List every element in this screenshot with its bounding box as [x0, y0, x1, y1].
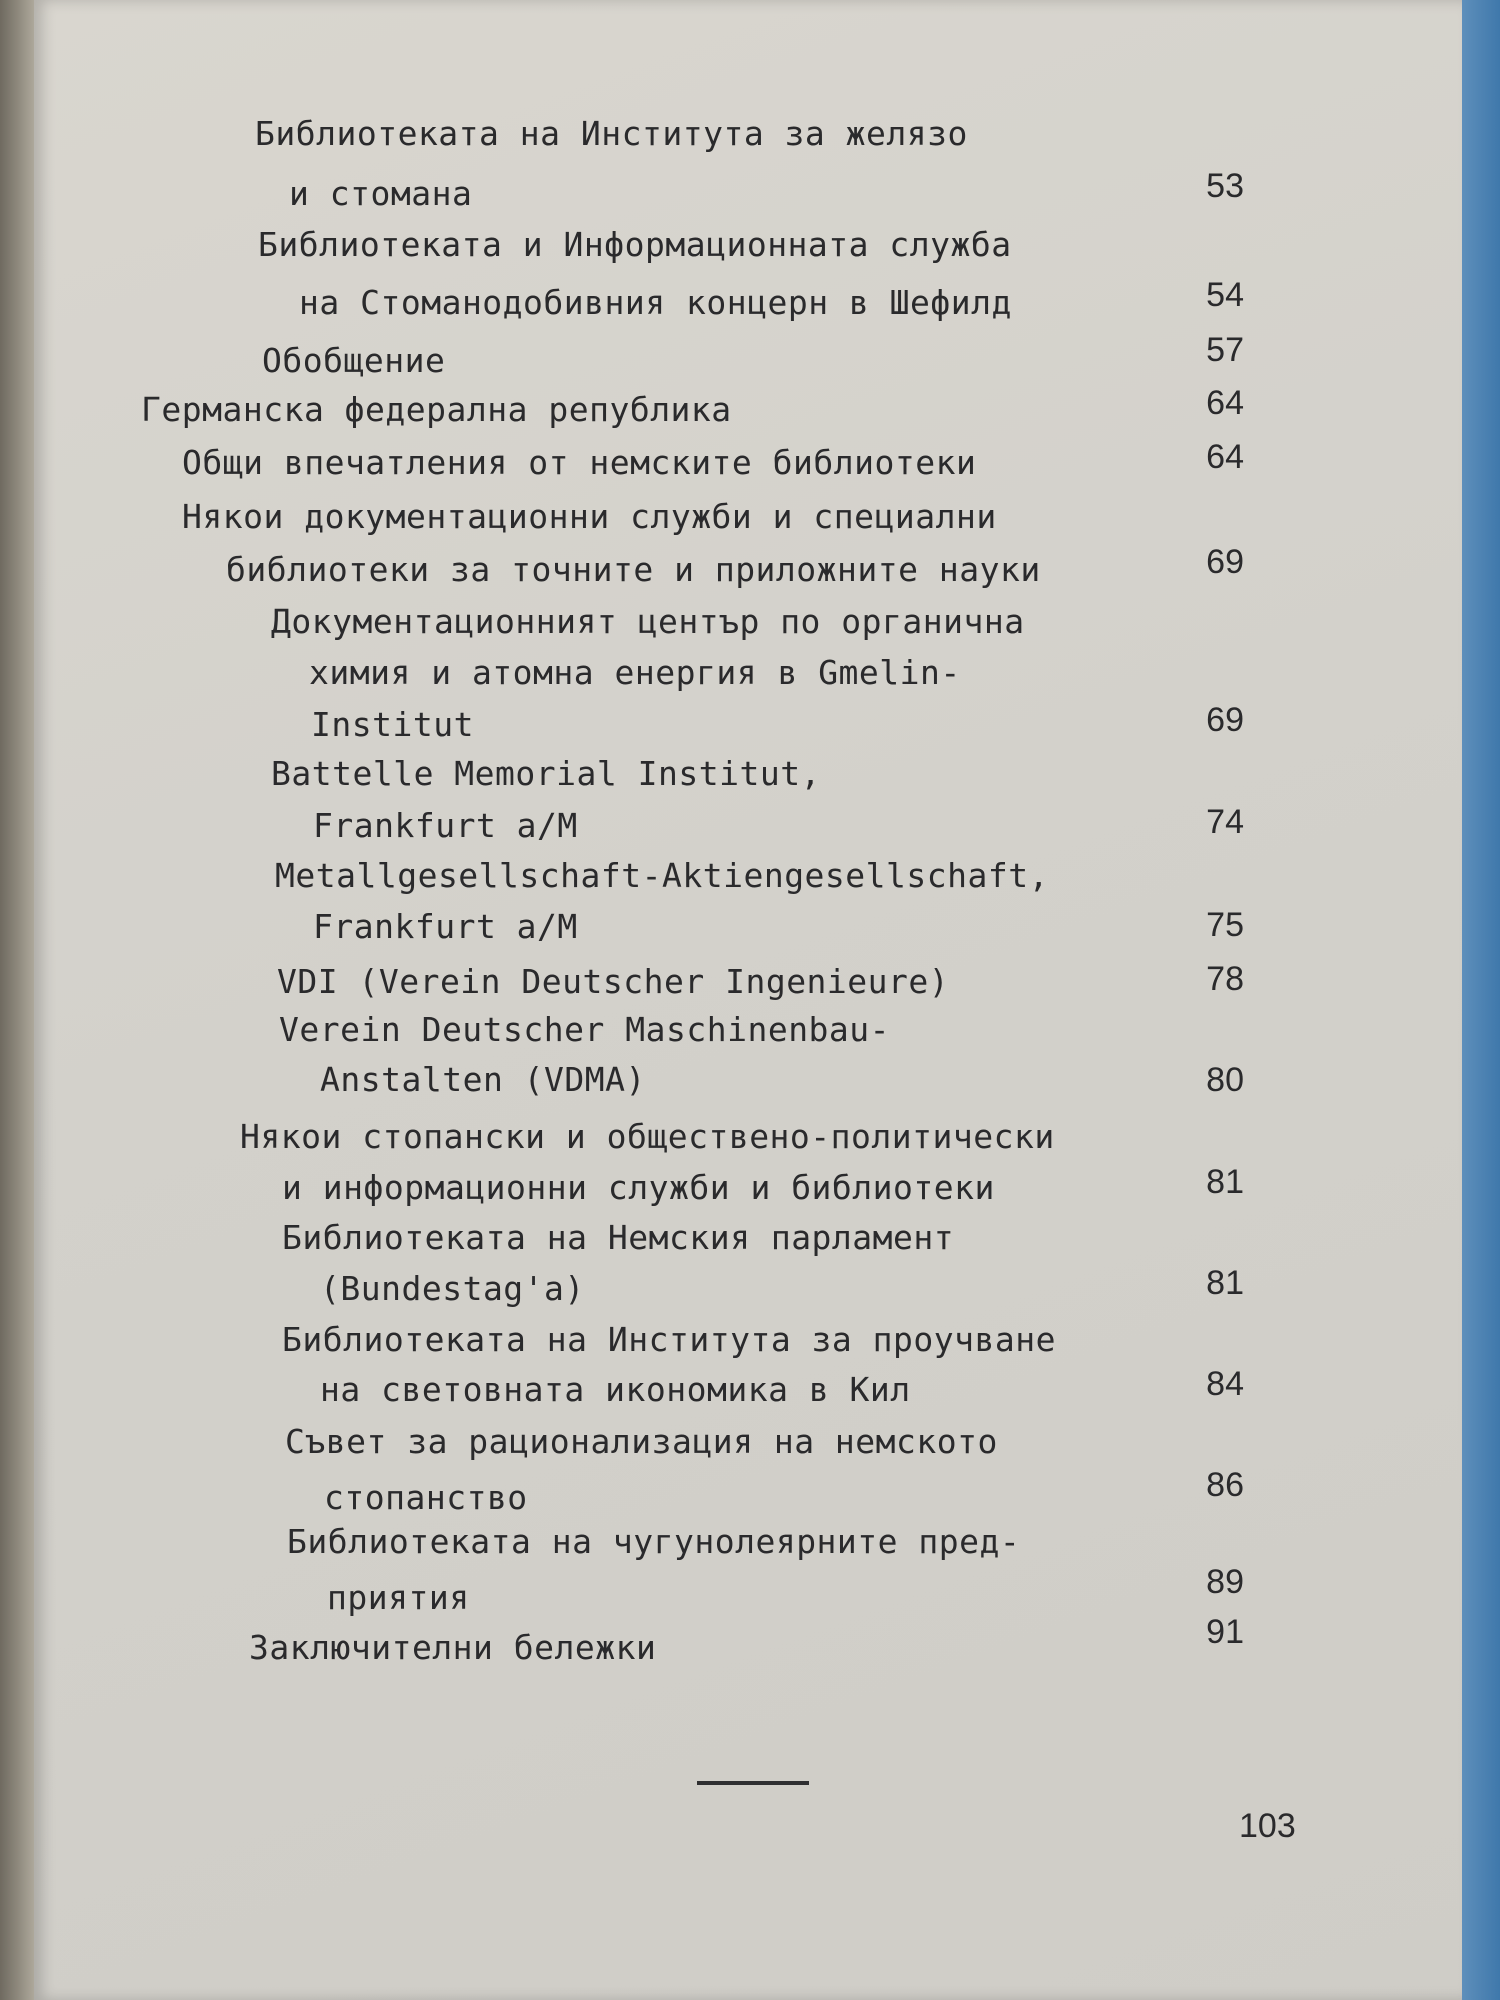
- toc-line: Обобщение: [262, 341, 446, 380]
- toc-line: Библиотеката и Информационната служба: [258, 225, 1012, 264]
- toc-line: Battelle Memorial Institut,: [271, 754, 821, 793]
- toc-page-number: 69: [1206, 701, 1244, 739]
- toc-line: и стомана: [289, 174, 473, 213]
- toc-page-number: 75: [1206, 906, 1244, 944]
- toc-page-number: 86: [1206, 1466, 1244, 1504]
- toc-line: Frankfurt a/M: [313, 806, 578, 845]
- toc-line: Institut: [311, 705, 474, 744]
- toc-line: на световната икономика в Кил: [320, 1370, 911, 1409]
- toc-line: Общи впечатления от немските библиотеки: [182, 443, 977, 482]
- toc-line: на Стоманодобивния концерн в Шефилд: [299, 283, 1012, 322]
- toc-line: стопанство: [324, 1478, 528, 1517]
- toc-page-number: 78: [1206, 960, 1244, 998]
- book-page: [34, 0, 1464, 2000]
- toc-line: Anstalten (VDMA): [320, 1060, 646, 1099]
- toc-page-number: 54: [1206, 276, 1244, 314]
- toc-page-number: 64: [1206, 438, 1244, 476]
- toc-page-number: 57: [1206, 331, 1244, 369]
- toc-page-number: 81: [1206, 1163, 1244, 1201]
- toc-line: Frankfurt a/M: [313, 907, 578, 946]
- toc-line: Някои стопански и обществено-политически: [240, 1117, 1055, 1156]
- toc-page-number: 84: [1206, 1365, 1244, 1403]
- toc-page-number: 89: [1206, 1563, 1244, 1601]
- background-surface: [1462, 0, 1500, 2000]
- toc-line: Библиотеката на чугунолеярните пред-: [287, 1522, 1021, 1561]
- toc-line: Библиотеката на Института за проучване: [282, 1320, 1056, 1359]
- toc-line: и информационни служби и библиотеки: [282, 1168, 995, 1207]
- toc-line: VDI (Verein Deutscher Ingenieure): [277, 962, 950, 1001]
- toc-line: Библиотеката на Института за желязо: [255, 114, 968, 153]
- toc-page-number: 53: [1206, 167, 1244, 205]
- toc-line: библиотеки за точните и приложните науки: [226, 550, 1041, 589]
- toc-page-number: 74: [1206, 803, 1244, 841]
- toc-page-number: 80: [1206, 1061, 1244, 1099]
- toc-line: химия и атомна енергия в Gmelin-: [309, 653, 961, 692]
- toc-line: Съвет за рационализация на немското: [285, 1422, 998, 1461]
- toc-line: Библиотеката на Немския парламент: [282, 1218, 955, 1257]
- divider-rule: [697, 1781, 809, 1785]
- toc-line: Metallgesellschaft-Aktiengesellschaft,: [275, 856, 1049, 895]
- toc-page-number: 69: [1206, 543, 1244, 581]
- toc-line: Германска федерална република: [141, 390, 732, 429]
- toc-line: (Bundestag'a): [320, 1269, 585, 1308]
- toc-line: приятия: [327, 1578, 470, 1617]
- toc-page-number: 64: [1206, 384, 1244, 422]
- toc-page-number: 81: [1206, 1264, 1244, 1302]
- toc-line: Verein Deutscher Maschinenbau-: [279, 1010, 891, 1049]
- toc-line: Някои документационни служби и специални: [182, 497, 997, 536]
- page-folio-number: 103: [1239, 1807, 1296, 1845]
- toc-page-number: 91: [1206, 1613, 1244, 1651]
- toc-line: Заключителни бележки: [249, 1628, 657, 1667]
- toc-line: Документационният център по органична: [271, 602, 1025, 641]
